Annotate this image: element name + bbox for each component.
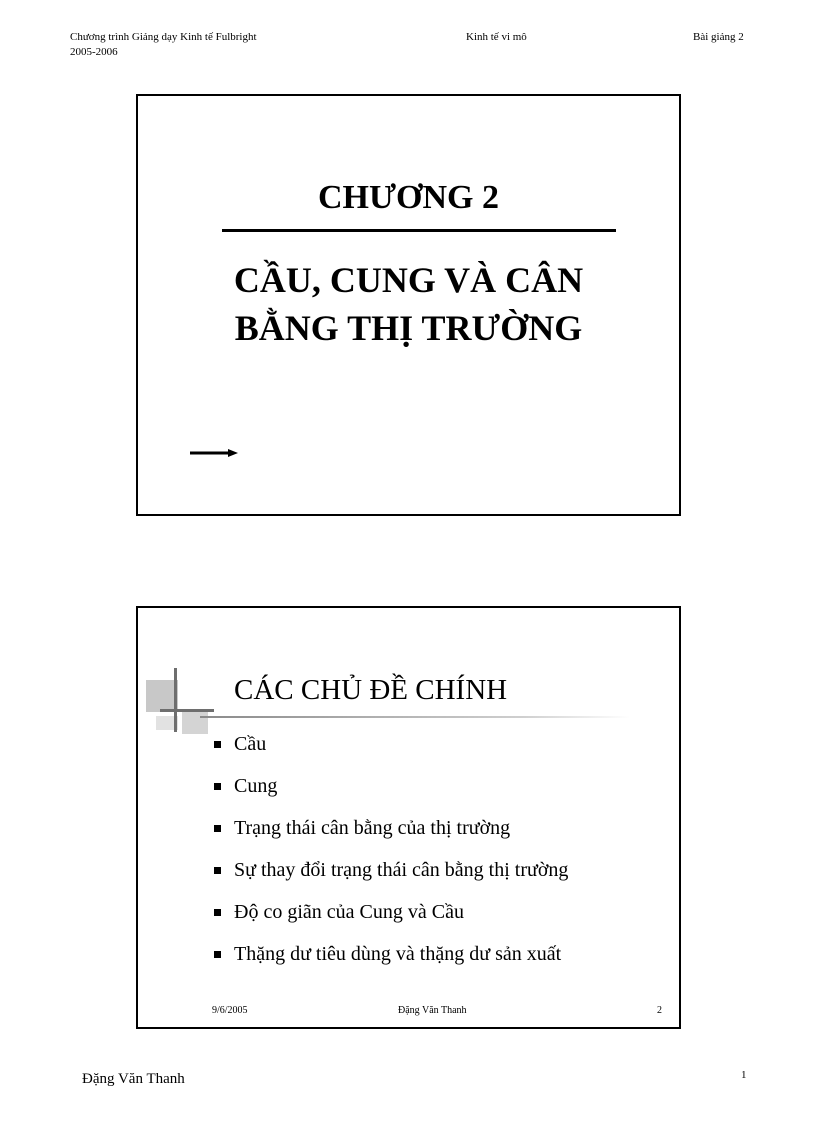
bullet-icon [214, 951, 221, 958]
list-item-text: Cầu [234, 733, 267, 755]
slide-2-heading: CÁC CHỦ ĐỀ CHÍNH [234, 674, 508, 706]
header-lecture: Bài giảng 2 [693, 31, 744, 43]
slide-2-date: 9/6/2005 [212, 1005, 248, 1016]
slide-2-heading-underline [200, 716, 630, 718]
slide-1-title: CẦU, CUNG VÀ CÂN BẰNG THỊ TRƯỜNG [233, 260, 584, 348]
slide-2-author: Đặng Văn Thanh [398, 1005, 467, 1016]
slide-1 [136, 94, 681, 516]
bullet-icon [214, 783, 221, 790]
list-item-text: Sự thay đổi trạng thái cân bằng thị trường [234, 859, 569, 881]
page-number: 1 [741, 1069, 747, 1081]
list-item [214, 942, 568, 984]
list-item-text: Thặng dư tiêu dùng và thặng dư sản xuất [234, 943, 562, 965]
header-course-years: 2005-2006 [70, 46, 118, 58]
bullet-icon [214, 867, 221, 874]
header-course [70, 30, 257, 60]
list-item-text: Trạng thái cân bằng của thị trường [234, 817, 511, 839]
list-item-text: Cung [234, 775, 278, 797]
list-item [214, 774, 568, 816]
slide-1-chapter: CHƯƠNG 2 [317, 179, 499, 216]
list-item [214, 900, 568, 942]
bullet-icon [214, 825, 221, 832]
list-item-text: Độ co giãn của Cung và Cầu [234, 901, 464, 923]
header-course-name: Chương trình Giảng dạy Kinh tế Fulbright [70, 31, 257, 43]
page-author: Đặng Văn Thanh [82, 1071, 185, 1087]
arrow-right-icon [190, 446, 240, 460]
list-item [214, 858, 568, 900]
slide-2 [136, 606, 681, 1029]
list-item [214, 732, 568, 774]
bullet-icon [214, 909, 221, 916]
slide-1-divider [222, 229, 616, 232]
slide-2-number: 2 [657, 1005, 662, 1016]
list-item [214, 816, 568, 858]
bullet-icon [214, 741, 221, 748]
topic-list [214, 732, 568, 984]
crosshair-decoration-icon [146, 668, 216, 738]
header-subject: Kinh tế vi mô [466, 31, 527, 43]
